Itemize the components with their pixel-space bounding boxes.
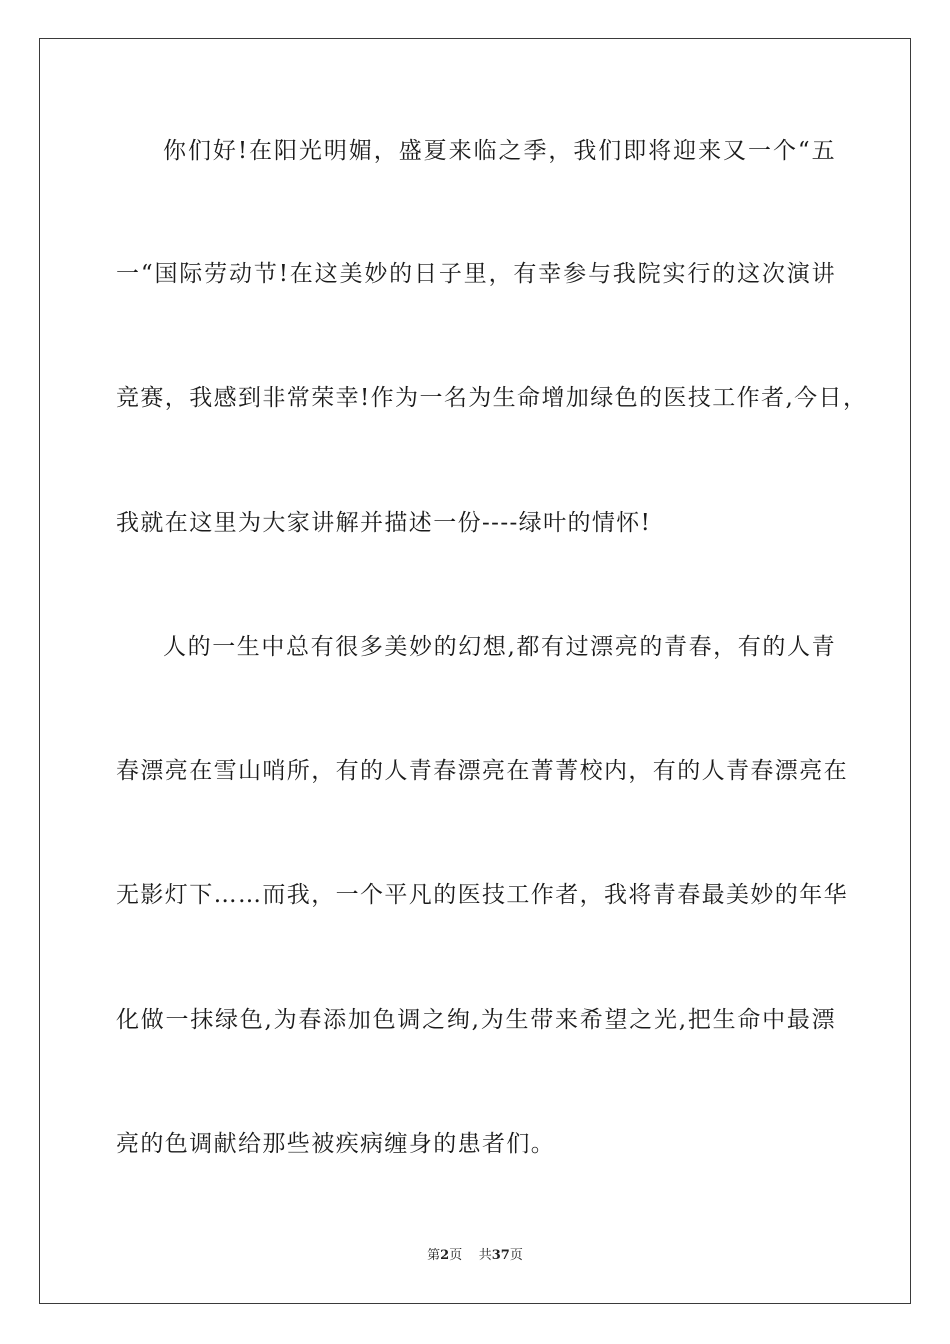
paragraph-2-line-1: 人的一生中总有很多美妙的幻想,都有过漂亮的青春，有的人青 (163, 634, 836, 660)
total-suffix: 页 (509, 1248, 523, 1263)
paragraph-1-line-3: 竞赛，我感到非常荣幸!作为一名为生命增加绿色的医技工作者,今日， (116, 385, 868, 411)
page-border (39, 38, 911, 1304)
page-number: 2 (440, 1248, 450, 1263)
total-prefix: 共 (478, 1248, 492, 1263)
page-footer (0, 1247, 950, 1265)
paragraph-2-line-3: 无影灯下……而我，一个平凡的医技工作者，我将青春最美妙的年华 (116, 882, 848, 908)
paragraph-1-line-4: 我就在这里为大家讲解并描述一份----绿叶的情怀! (116, 510, 652, 536)
page-suffix: 页 (449, 1248, 463, 1263)
paragraph-2-line-2: 春漂亮在雪山哨所，有的人青春漂亮在菁菁校内，有的人青春漂亮在 (116, 758, 848, 784)
paragraph-1-line-2: 一“国际劳动节!在这美妙的日子里，有幸参与我院实行的这次演讲 (116, 261, 836, 287)
total-pages: 37 (491, 1248, 510, 1263)
paragraph-2-line-4: 化做一抹绿色,为春添加色调之绚,为生带来希望之光,把生命中最漂 (116, 1007, 836, 1033)
paragraph-2-line-5: 亮的色调献给那些被疾病缠身的患者们。 (116, 1131, 556, 1157)
page-prefix: 第 (427, 1248, 441, 1263)
paragraph-1-line-1: 你们好!在阳光明媚，盛夏来临之季，我们即将迎来又一个“五 (163, 138, 836, 164)
